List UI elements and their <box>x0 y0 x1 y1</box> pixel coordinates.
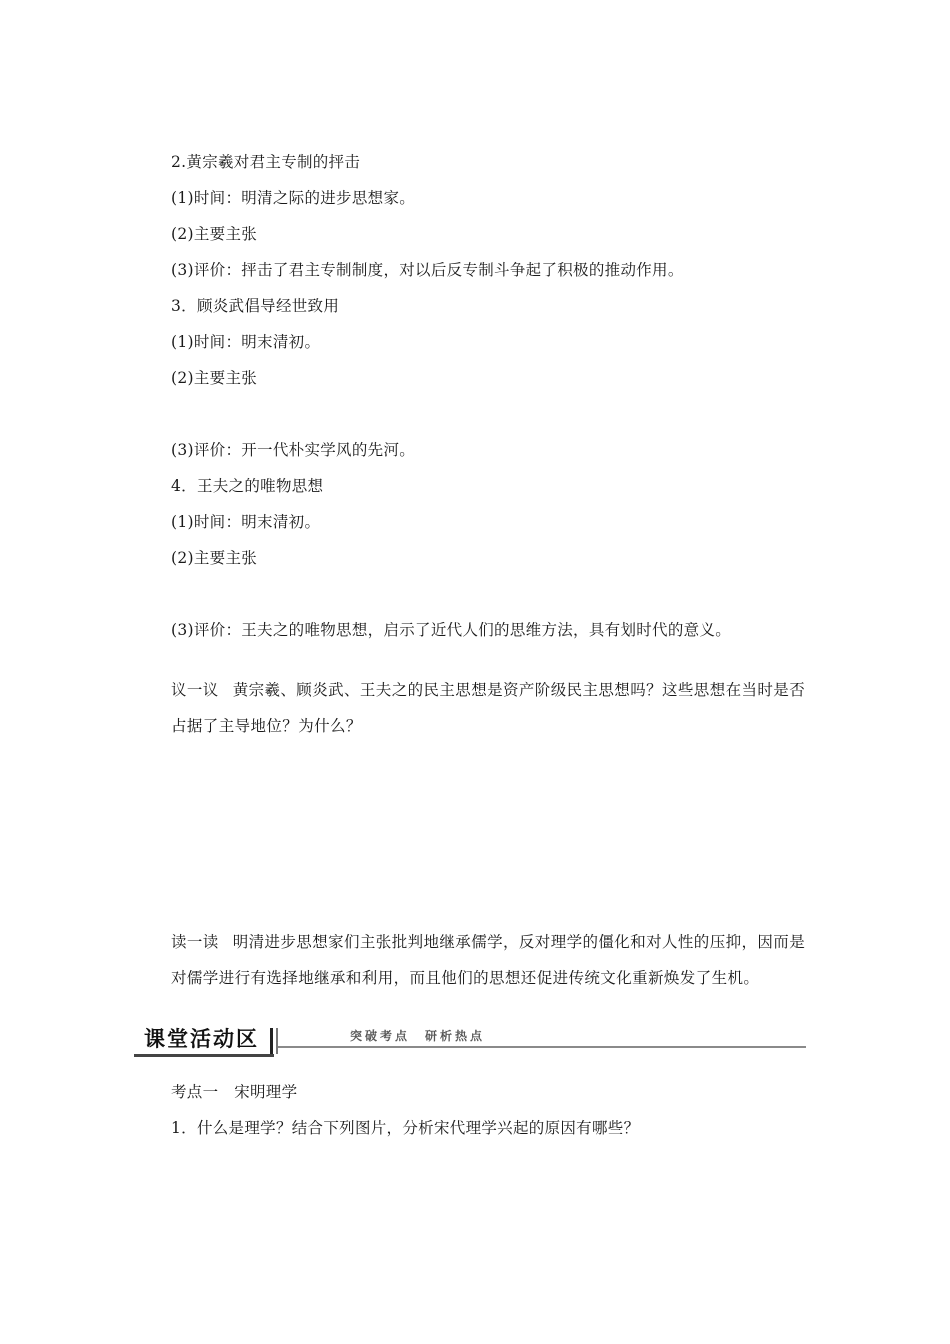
discuss-paragraph <box>171 672 811 744</box>
gu-time: (1)时间：明末清初。 <box>171 333 321 351</box>
section-question: 1．什么是理学？结合下列图片，分析宋代理学兴起的原因有哪些？ <box>171 1119 640 1137</box>
gu-evaluation: (3)评价：开一代朴实学风的先河。 <box>171 441 416 459</box>
banner-divider <box>270 1028 273 1054</box>
section-banner <box>134 1024 806 1058</box>
discuss-text: 黄宗羲、顾炎武、王夫之的民主思想是资产阶级民主思想吗？这些思想在当时是否占据了主导地位？为什么？ <box>171 681 806 735</box>
banner-subtitle: 突破考点 研析热点 <box>350 1029 486 1043</box>
banner-rule <box>278 1046 806 1048</box>
read-text: 明清进步思想家们主张批判地继承儒学，反对理学的僵化和对人性的压抑，因而是对儒学进行有选择地继承和利用，而且他们的思想还促进传统文化重新焕发了生机。 <box>171 933 806 987</box>
huang-claims: (2)主要主张 <box>171 225 258 243</box>
heading-huang-zongxi: 2.黄宗羲对君主专制的抨击 <box>171 153 361 171</box>
banner-underline <box>134 1054 274 1057</box>
huang-evaluation: (3)评价：抨击了君主专制制度，对以后反专制斗争起了积极的推动作用。 <box>171 261 684 279</box>
wang-evaluation: (3)评价：王夫之的唯物思想，启示了近代人们的思维方法，具有划时代的意义。 <box>171 621 732 639</box>
read-lead: 读一读 <box>171 933 219 951</box>
gu-claims: (2)主要主张 <box>171 369 258 387</box>
section-heading: 考点一 宋明理学 <box>171 1083 298 1101</box>
discuss-lead: 议一议 <box>171 681 219 699</box>
banner-divider-thin <box>276 1028 278 1054</box>
banner-title: 课堂活动区 <box>144 1027 259 1051</box>
wang-time: (1)时间：明末清初。 <box>171 513 321 531</box>
huang-time: (1)时间：明清之际的进步思想家。 <box>171 189 416 207</box>
heading-wang-fuzhi: 4．王夫之的唯物思想 <box>171 477 324 495</box>
read-paragraph <box>171 924 811 996</box>
wang-claims: (2)主要主张 <box>171 549 258 567</box>
heading-gu-yanwu: 3．顾炎武倡导经世致用 <box>171 297 340 315</box>
